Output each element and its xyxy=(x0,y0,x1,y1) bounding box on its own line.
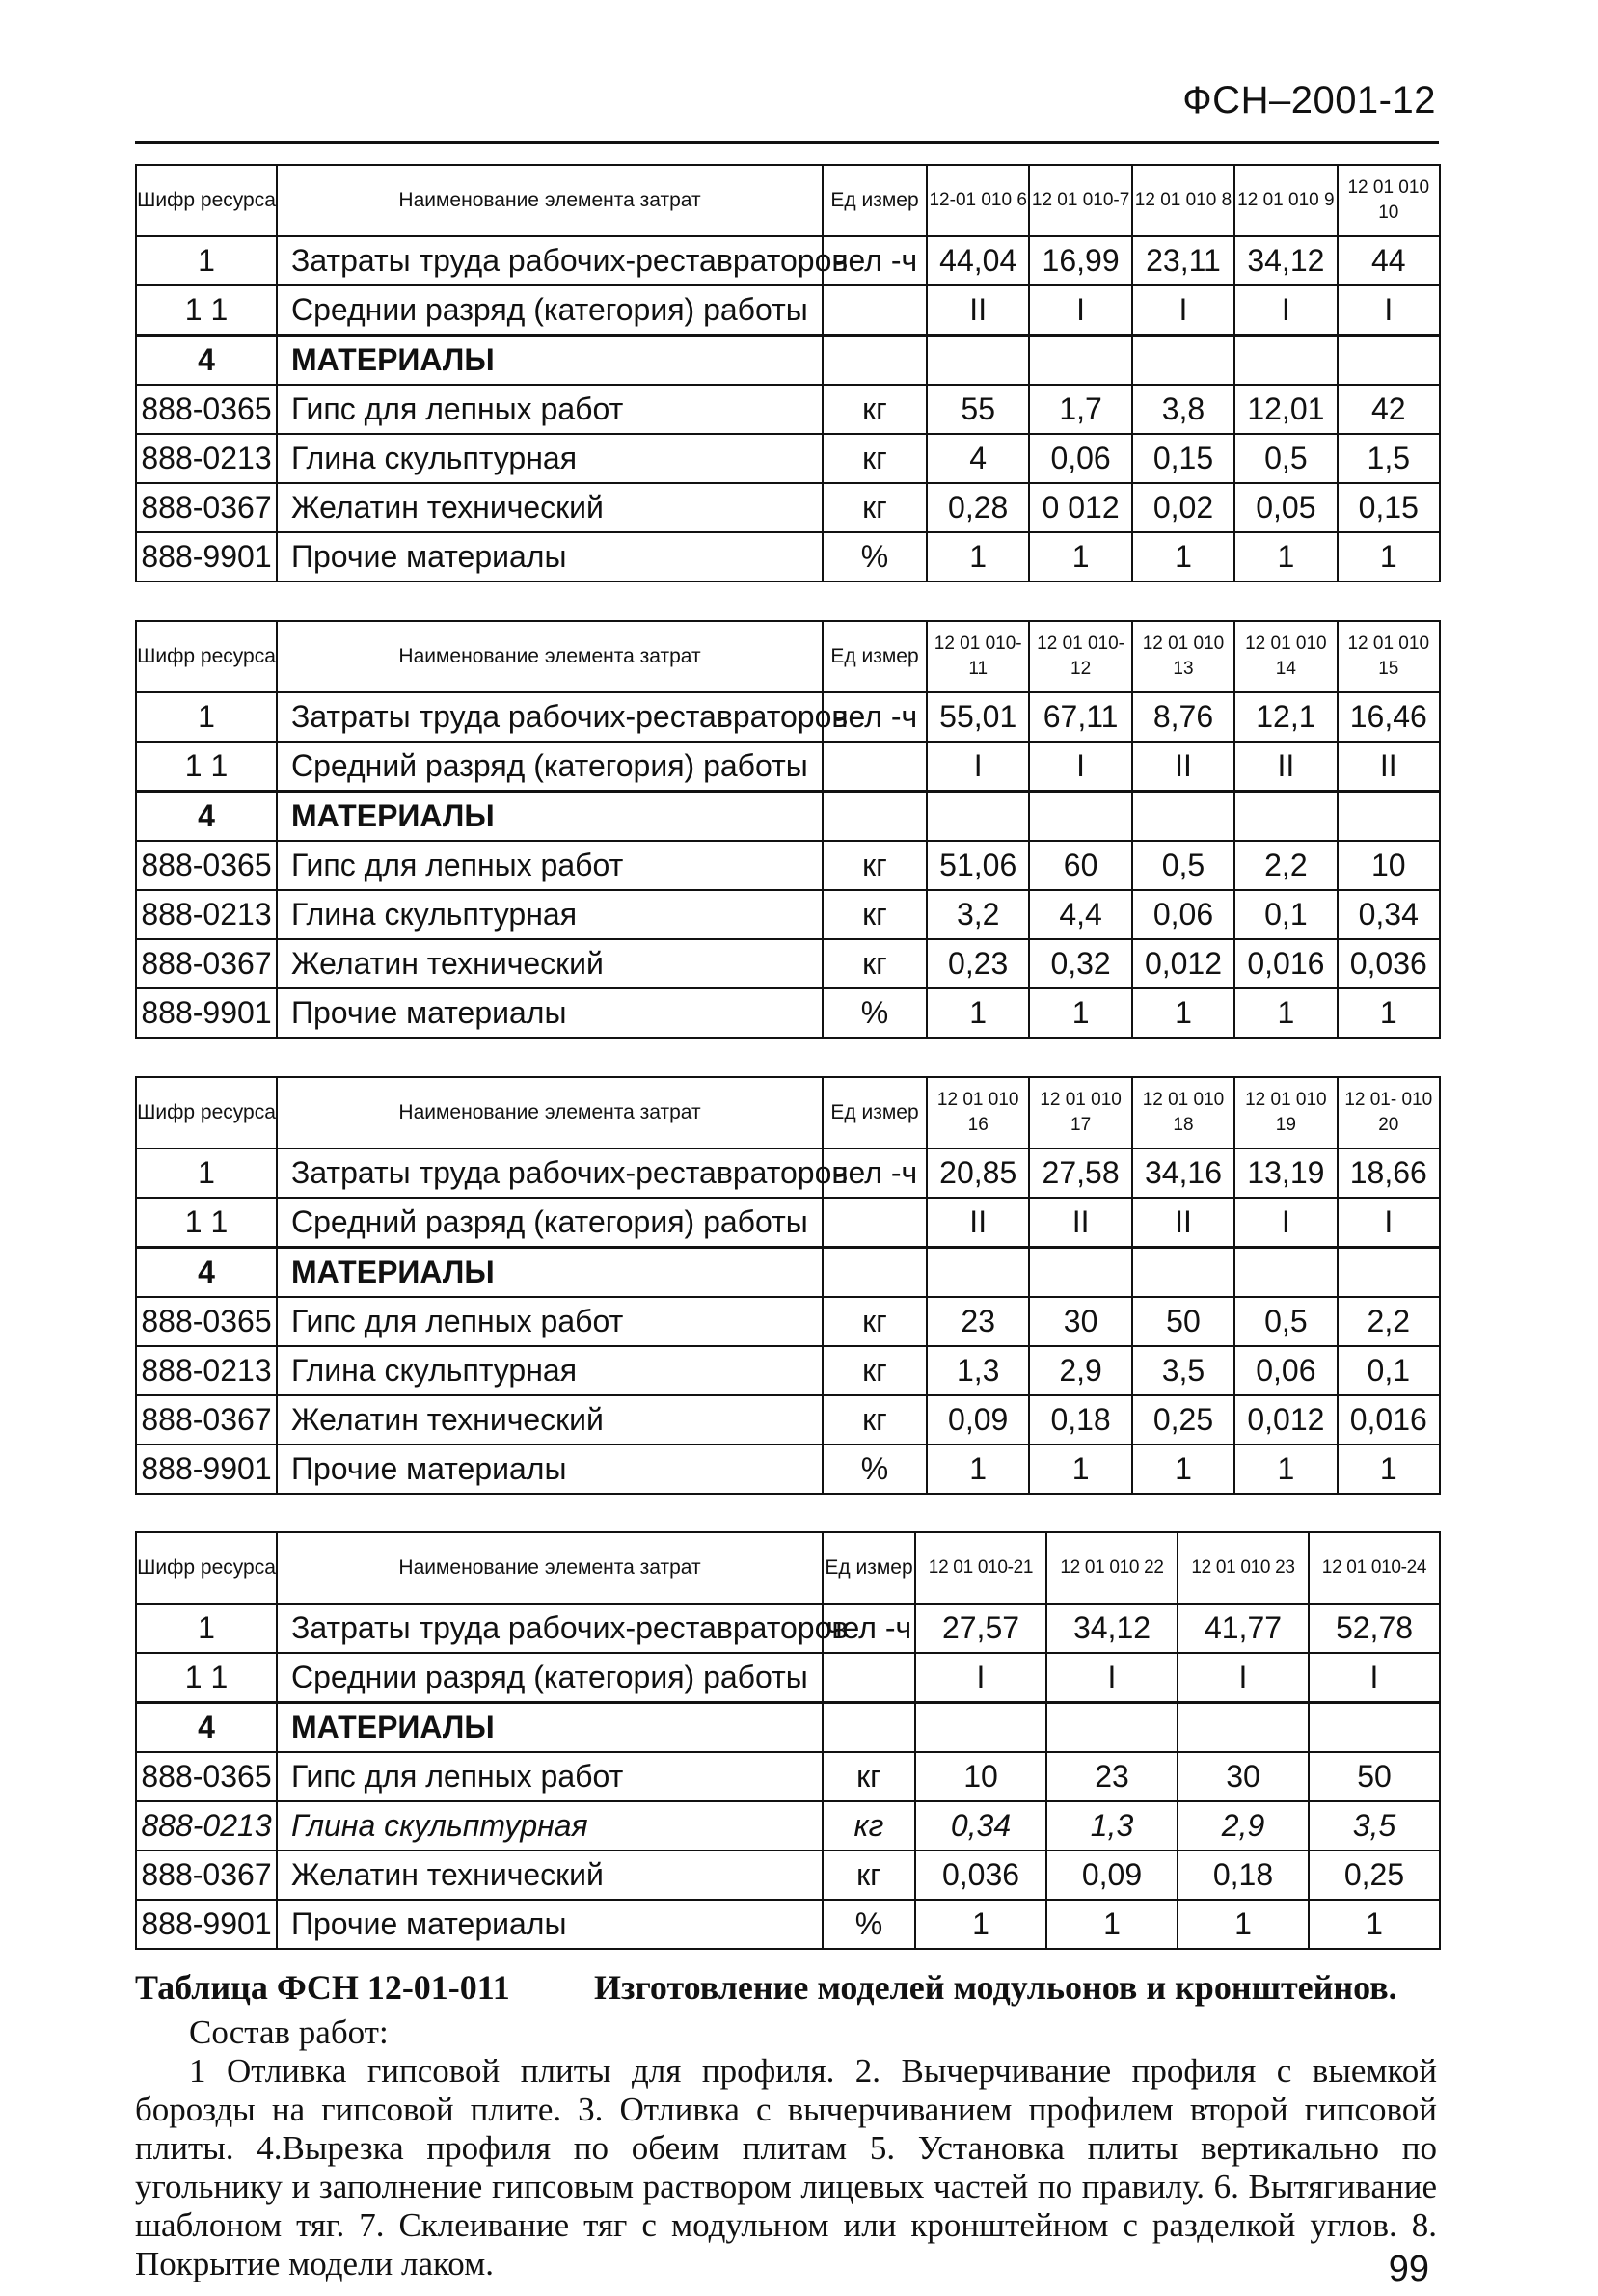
value-cell: I xyxy=(1029,742,1131,792)
col-header-unit: Ед измер xyxy=(823,621,927,692)
value-cell: 44 xyxy=(1338,236,1440,285)
resource-code: 1 1 xyxy=(136,1653,277,1703)
resource-code: 4 xyxy=(136,1248,277,1298)
value-cell: I xyxy=(1234,1198,1337,1248)
col-header-norm: 12 01 010-12 xyxy=(1029,621,1131,692)
col-header-norm: 12-01 010 6 xyxy=(927,165,1029,236)
value-cell: 1 xyxy=(1309,1900,1440,1949)
value-cell: 0,28 xyxy=(927,483,1029,532)
value-cell: I xyxy=(915,1653,1046,1703)
value-cell: 55 xyxy=(927,385,1029,434)
value-cell: 12,01 xyxy=(1234,385,1337,434)
value-cell: 0,34 xyxy=(1338,890,1440,939)
cost-item-name: Желатин технический xyxy=(277,483,823,532)
value-cell: 1 xyxy=(1234,988,1337,1038)
value-cell: 1,3 xyxy=(927,1346,1029,1395)
value-cell: II xyxy=(1132,1198,1234,1248)
value-cell: 1,5 xyxy=(1338,434,1440,483)
table-row xyxy=(136,434,1440,483)
value-cell: II xyxy=(1234,742,1337,792)
value-cell: 30 xyxy=(1178,1752,1309,1801)
value-cell: 1 xyxy=(1029,1445,1131,1494)
resource-code: 888-0365 xyxy=(136,385,277,434)
section-heading xyxy=(135,1967,1466,2008)
cost-item-name: Гипс для лепных работ xyxy=(277,1752,823,1801)
col-header-norm: 12 01 010 10 xyxy=(1338,165,1440,236)
value-cell xyxy=(927,336,1029,386)
value-cell: I xyxy=(1234,285,1337,336)
value-cell xyxy=(1046,1703,1178,1753)
col-header-code: Шифр ресурса xyxy=(136,165,277,236)
resource-code: 888-0365 xyxy=(136,1752,277,1801)
header-rule xyxy=(135,141,1439,144)
value-cell: 2,2 xyxy=(1234,841,1337,890)
resource-code: 1 1 xyxy=(136,742,277,792)
value-cell: I xyxy=(1046,1653,1178,1703)
cost-item-name: Прочие материалы xyxy=(277,532,823,581)
value-cell: 23 xyxy=(927,1297,1029,1346)
value-cell: II xyxy=(927,1198,1029,1248)
table-row xyxy=(136,742,1440,792)
resource-code: 4 xyxy=(136,1703,277,1753)
value-cell: 2,9 xyxy=(1029,1346,1131,1395)
value-cell xyxy=(1029,1248,1131,1298)
value-cell: 0,23 xyxy=(927,939,1029,988)
table-row xyxy=(136,1395,1440,1445)
table-header-row xyxy=(136,165,1440,236)
document-code: ФСН–2001-12 xyxy=(1182,79,1436,122)
resource-code: 888-9901 xyxy=(136,988,277,1038)
value-cell: 60 xyxy=(1029,841,1131,890)
value-cell xyxy=(1178,1703,1309,1753)
col-header-norm: 12 01 010 23 xyxy=(1178,1532,1309,1604)
norm-table-3 xyxy=(135,1076,1441,1495)
col-header-norm: 12 01 010 22 xyxy=(1046,1532,1178,1604)
value-cell xyxy=(1234,1248,1337,1298)
cost-item-name: Гипс для лепных работ xyxy=(277,385,823,434)
value-cell: 0,012 xyxy=(1132,939,1234,988)
resource-code: 888-9901 xyxy=(136,1900,277,1949)
value-cell: 10 xyxy=(1338,841,1440,890)
value-cell xyxy=(927,1248,1029,1298)
value-cell: 0,06 xyxy=(1234,1346,1337,1395)
value-cell: I xyxy=(1029,285,1131,336)
value-cell xyxy=(1309,1703,1440,1753)
value-cell: 1 xyxy=(1132,1445,1234,1494)
value-cell: 0,15 xyxy=(1338,483,1440,532)
value-cell: 16,46 xyxy=(1338,692,1440,742)
value-cell: 13,19 xyxy=(1234,1148,1337,1198)
col-header-norm: 12 01 010 18 xyxy=(1132,1077,1234,1148)
table-row xyxy=(136,483,1440,532)
value-cell: 0,34 xyxy=(915,1801,1046,1850)
value-cell: 0,016 xyxy=(1234,939,1337,988)
value-cell: 27,57 xyxy=(915,1604,1046,1653)
value-cell: I xyxy=(1338,1198,1440,1248)
table-header-row xyxy=(136,1532,1440,1604)
value-cell: 2,2 xyxy=(1338,1297,1440,1346)
unit-cell: кг xyxy=(823,890,927,939)
value-cell: 67,11 xyxy=(1029,692,1131,742)
value-cell: 1 xyxy=(1338,1445,1440,1494)
cost-item-name: Желатин технический xyxy=(277,939,823,988)
value-cell: 50 xyxy=(1309,1752,1440,1801)
value-cell xyxy=(1338,336,1440,386)
table-row xyxy=(136,1445,1440,1494)
value-cell: 0,06 xyxy=(1029,434,1131,483)
value-cell: 27,58 xyxy=(1029,1148,1131,1198)
unit-cell: кг xyxy=(823,434,927,483)
value-cell: 0,18 xyxy=(1178,1850,1309,1900)
col-header-name: Наименование элемента затрат xyxy=(277,1077,823,1148)
value-cell: 0,012 xyxy=(1234,1395,1337,1445)
table-header-row xyxy=(136,1077,1440,1148)
unit-cell: кг xyxy=(823,1752,915,1801)
cost-item-name: Затраты труда рабочих-реставраторов xyxy=(277,1148,823,1198)
table-row xyxy=(136,1604,1440,1653)
table-row xyxy=(136,1148,1440,1198)
value-cell: 51,06 xyxy=(927,841,1029,890)
value-cell: 0,05 xyxy=(1234,483,1337,532)
value-cell xyxy=(1029,792,1131,842)
section-row xyxy=(136,1703,1440,1753)
unit-cell xyxy=(823,1198,927,1248)
value-cell: II xyxy=(1029,1198,1131,1248)
unit-cell xyxy=(823,1703,915,1753)
value-cell: II xyxy=(1338,742,1440,792)
resource-code: 888-9901 xyxy=(136,1445,277,1494)
resource-code: 888-0365 xyxy=(136,841,277,890)
col-header-norm: 12 01 010 8 xyxy=(1132,165,1234,236)
value-cell: 0,32 xyxy=(1029,939,1131,988)
table-title: Изготовление моделей модульонов и кронштейнов. xyxy=(594,1968,1397,2007)
value-cell: 2,9 xyxy=(1178,1801,1309,1850)
unit-cell: кг xyxy=(823,1801,915,1850)
table-row xyxy=(136,1752,1440,1801)
table-row xyxy=(136,385,1440,434)
value-cell: 0,09 xyxy=(1046,1850,1178,1900)
value-cell: 1 xyxy=(1132,532,1234,581)
col-header-norm: 12 01 010-7 xyxy=(1029,165,1131,236)
value-cell: I xyxy=(1309,1653,1440,1703)
value-cell: 55,01 xyxy=(927,692,1029,742)
col-header-norm: 12 01 010 9 xyxy=(1234,165,1337,236)
cost-item-name: Затраты труда рабочих-реставраторов xyxy=(277,1604,823,1653)
value-cell: 0,036 xyxy=(1338,939,1440,988)
value-cell: I xyxy=(1132,285,1234,336)
resource-code: 1 xyxy=(136,1604,277,1653)
cost-item-name: Гипс для лепных работ xyxy=(277,841,823,890)
col-header-norm: 12 01 010 13 xyxy=(1132,621,1234,692)
cost-item-name: Среднии разряд (категория) работы xyxy=(277,285,823,336)
table-row xyxy=(136,890,1440,939)
col-header-norm: 12 01 010-24 xyxy=(1309,1532,1440,1604)
resource-code: 888-0367 xyxy=(136,939,277,988)
value-cell: 8,76 xyxy=(1132,692,1234,742)
cost-item-name: Средний разряд (категория) работы xyxy=(277,1198,823,1248)
value-cell xyxy=(1132,1248,1234,1298)
value-cell: 1 xyxy=(915,1900,1046,1949)
resource-code: 4 xyxy=(136,336,277,386)
unit-cell: % xyxy=(823,1900,915,1949)
cost-item-name: Прочие материалы xyxy=(277,1900,823,1949)
value-cell: 0,5 xyxy=(1234,434,1337,483)
table-row xyxy=(136,1297,1440,1346)
table-row xyxy=(136,988,1440,1038)
value-cell: 0,09 xyxy=(927,1395,1029,1445)
value-cell: 1 xyxy=(1178,1900,1309,1949)
unit-cell: % xyxy=(823,1445,927,1494)
col-header-norm: 12 01 010 15 xyxy=(1338,621,1440,692)
col-header-norm: 12 01 010-11 xyxy=(927,621,1029,692)
unit-cell xyxy=(823,336,927,386)
value-cell: I xyxy=(1338,285,1440,336)
unit-cell: кг xyxy=(823,1346,927,1395)
table-row xyxy=(136,692,1440,742)
col-header-unit: Ед измер xyxy=(823,1077,927,1148)
value-cell: 34,16 xyxy=(1132,1148,1234,1198)
cost-item-name: Среднии разряд (категория) работы xyxy=(277,1653,823,1703)
resource-code: 888-0213 xyxy=(136,1801,277,1850)
value-cell: 0,1 xyxy=(1234,890,1337,939)
cost-item-name: Затраты труда рабочих-реставраторов xyxy=(277,236,823,285)
resource-code: 888-0367 xyxy=(136,1850,277,1900)
value-cell: II xyxy=(1132,742,1234,792)
cost-item-name: Гипс для лепных работ xyxy=(277,1297,823,1346)
col-header-norm: 12 01 010 19 xyxy=(1234,1077,1337,1148)
col-header-code: Шифр ресурса xyxy=(136,1077,277,1148)
unit-cell xyxy=(823,285,927,336)
table-row xyxy=(136,285,1440,336)
value-cell: 1 xyxy=(1338,532,1440,581)
value-cell xyxy=(1029,336,1131,386)
value-cell: I xyxy=(1178,1653,1309,1703)
value-cell: II xyxy=(927,285,1029,336)
unit-cell xyxy=(823,792,927,842)
value-cell: 23,11 xyxy=(1132,236,1234,285)
table-row xyxy=(136,1850,1440,1900)
value-cell: 3,2 xyxy=(927,890,1029,939)
unit-cell: кг xyxy=(823,1395,927,1445)
value-cell: 34,12 xyxy=(1234,236,1337,285)
col-header-name: Наименование элемента затрат xyxy=(277,165,823,236)
value-cell: 30 xyxy=(1029,1297,1131,1346)
col-header-unit: Ед измер xyxy=(823,1532,915,1604)
cost-item-name: Прочие материалы xyxy=(277,1445,823,1494)
col-header-norm: 12 01 010-21 xyxy=(915,1532,1046,1604)
cost-item-name: Глина скульптурная xyxy=(277,434,823,483)
table-row xyxy=(136,1801,1440,1850)
value-cell: 44,04 xyxy=(927,236,1029,285)
resource-code: 1 xyxy=(136,692,277,742)
value-cell: I xyxy=(927,742,1029,792)
unit-cell: чел -ч xyxy=(823,1604,915,1653)
cost-item-name: Глина скульптурная xyxy=(277,890,823,939)
value-cell xyxy=(915,1703,1046,1753)
value-cell: 0,25 xyxy=(1132,1395,1234,1445)
section-title: МАТЕРИАЛЫ xyxy=(277,1248,823,1298)
unit-cell xyxy=(823,742,927,792)
unit-cell: кг xyxy=(823,1297,927,1346)
col-header-norm: 12 01- 010 20 xyxy=(1338,1077,1440,1148)
page-number: 99 xyxy=(1388,2249,1429,2289)
col-header-code: Шифр ресурса xyxy=(136,621,277,692)
table-row xyxy=(136,532,1440,581)
norm-table-1 xyxy=(135,164,1441,582)
value-cell: 23 xyxy=(1046,1752,1178,1801)
value-cell xyxy=(1338,1248,1440,1298)
value-cell: 16,99 xyxy=(1029,236,1131,285)
value-cell: 1 xyxy=(927,988,1029,1038)
col-header-name: Наименование элемента затрат xyxy=(277,621,823,692)
value-cell: 20,85 xyxy=(927,1148,1029,1198)
value-cell: 4 xyxy=(927,434,1029,483)
value-cell: 1 xyxy=(1234,1445,1337,1494)
value-cell: 50 xyxy=(1132,1297,1234,1346)
norm-table-2 xyxy=(135,620,1441,1039)
section-row xyxy=(136,336,1440,386)
table-row xyxy=(136,1198,1440,1248)
value-cell: 42 xyxy=(1338,385,1440,434)
value-cell: 0,25 xyxy=(1309,1850,1440,1900)
resource-code: 888-0367 xyxy=(136,483,277,532)
section-title: МАТЕРИАЛЫ xyxy=(277,336,823,386)
value-cell: 0,5 xyxy=(1234,1297,1337,1346)
resource-code: 888-0213 xyxy=(136,890,277,939)
value-cell: 0,06 xyxy=(1132,890,1234,939)
cost-item-name: Средний разряд (категория) работы xyxy=(277,742,823,792)
value-cell: 0,1 xyxy=(1338,1346,1440,1395)
table-row xyxy=(136,236,1440,285)
resource-code: 888-0367 xyxy=(136,1395,277,1445)
value-cell xyxy=(1338,792,1440,842)
section-title: МАТЕРИАЛЫ xyxy=(277,1703,823,1753)
unit-cell: кг xyxy=(823,1850,915,1900)
unit-cell: кг xyxy=(823,939,927,988)
cost-item-name: Глина скульптурная xyxy=(277,1346,823,1395)
resource-code: 4 xyxy=(136,792,277,842)
value-cell: 1 xyxy=(927,532,1029,581)
value-cell: 3,5 xyxy=(1309,1801,1440,1850)
table-row xyxy=(136,939,1440,988)
value-cell: 1,3 xyxy=(1046,1801,1178,1850)
value-cell: 41,77 xyxy=(1178,1604,1309,1653)
table-row xyxy=(136,1900,1440,1949)
value-cell: 1 xyxy=(927,1445,1029,1494)
value-cell: 3,8 xyxy=(1132,385,1234,434)
value-cell: 1 xyxy=(1132,988,1234,1038)
section-row xyxy=(136,1248,1440,1298)
value-cell: 34,12 xyxy=(1046,1604,1178,1653)
resource-code: 1 1 xyxy=(136,285,277,336)
table-number: Таблица ФСН 12-01-011 xyxy=(135,1968,510,2007)
table-header-row xyxy=(136,621,1440,692)
value-cell: 0,036 xyxy=(915,1850,1046,1900)
value-cell: 1 xyxy=(1234,532,1337,581)
section-title: МАТЕРИАЛЫ xyxy=(277,792,823,842)
resource-code: 888-0213 xyxy=(136,434,277,483)
unit-cell: чел -ч xyxy=(823,692,927,742)
table-row xyxy=(136,841,1440,890)
value-cell xyxy=(1234,336,1337,386)
unit-cell: кг xyxy=(823,841,927,890)
section-row xyxy=(136,792,1440,842)
value-cell: 0,02 xyxy=(1132,483,1234,532)
value-cell xyxy=(1132,336,1234,386)
col-header-name: Наименование элемента затрат xyxy=(277,1532,823,1604)
value-cell: 1 xyxy=(1029,988,1131,1038)
value-cell: 1 xyxy=(1029,532,1131,581)
col-header-unit: Ед измер xyxy=(823,165,927,236)
col-header-norm: 12 01 010 16 xyxy=(927,1077,1029,1148)
cost-item-name: Затраты труда рабочих-реставраторов xyxy=(277,692,823,742)
col-header-norm: 12 01 010 14 xyxy=(1234,621,1337,692)
unit-cell: % xyxy=(823,988,927,1038)
table-row xyxy=(136,1346,1440,1395)
cost-item-name: Прочие материалы xyxy=(277,988,823,1038)
unit-cell: чел -ч xyxy=(823,236,927,285)
composition-heading: Состав работ: xyxy=(189,2013,389,2051)
value-cell: 0,5 xyxy=(1132,841,1234,890)
cost-item-name: Глина скульптурная xyxy=(277,1801,823,1850)
value-cell: 10 xyxy=(915,1752,1046,1801)
col-header-code: Шифр ресурса xyxy=(136,1532,277,1604)
resource-code: 888-0365 xyxy=(136,1297,277,1346)
value-cell xyxy=(1132,792,1234,842)
table-row xyxy=(136,1653,1440,1703)
value-cell: 3,5 xyxy=(1132,1346,1234,1395)
unit-cell: кг xyxy=(823,483,927,532)
composition-text: 1 Отливка гипсовой плиты для профиля. 2. Вычерчивание профиля с выемкой борозды на гипсовой плите. 3. Отливка с вычерчиванием профилем второй гипсовой плиты. 4.Вырезка профиля по обеим плитам 5. Установка плиты вертикально по угольнику и заполнение гипсовым раствором лицевых частей по правилу. 6. Вытягивание шаблоном тяг. 7. Склеивание тяг с модульном или кронштейном с разделкой углов. 8. Покрытие модели лаком. xyxy=(135,2052,1437,2282)
unit-cell xyxy=(823,1248,927,1298)
col-header-norm: 12 01 010 17 xyxy=(1029,1077,1131,1148)
value-cell: 4,4 xyxy=(1029,890,1131,939)
value-cell: 0,18 xyxy=(1029,1395,1131,1445)
value-cell xyxy=(927,792,1029,842)
resource-code: 1 1 xyxy=(136,1198,277,1248)
value-cell: 52,78 xyxy=(1309,1604,1440,1653)
value-cell: 0,016 xyxy=(1338,1395,1440,1445)
value-cell: 1 xyxy=(1046,1900,1178,1949)
resource-code: 1 xyxy=(136,1148,277,1198)
value-cell: 18,66 xyxy=(1338,1148,1440,1198)
value-cell: 1 xyxy=(1338,988,1440,1038)
resource-code: 1 xyxy=(136,236,277,285)
norm-table-4 xyxy=(135,1531,1441,1950)
value-cell: 12,1 xyxy=(1234,692,1337,742)
unit-cell: чел -ч xyxy=(823,1148,927,1198)
value-cell xyxy=(1234,792,1337,842)
value-cell: 1,7 xyxy=(1029,385,1131,434)
unit-cell: % xyxy=(823,532,927,581)
value-cell: 0 012 xyxy=(1029,483,1131,532)
unit-cell: кг xyxy=(823,385,927,434)
value-cell: 0,15 xyxy=(1132,434,1234,483)
resource-code: 888-9901 xyxy=(136,532,277,581)
cost-item-name: Желатин технический xyxy=(277,1395,823,1445)
resource-code: 888-0213 xyxy=(136,1346,277,1395)
cost-item-name: Желатин технический xyxy=(277,1850,823,1900)
unit-cell xyxy=(823,1653,915,1703)
